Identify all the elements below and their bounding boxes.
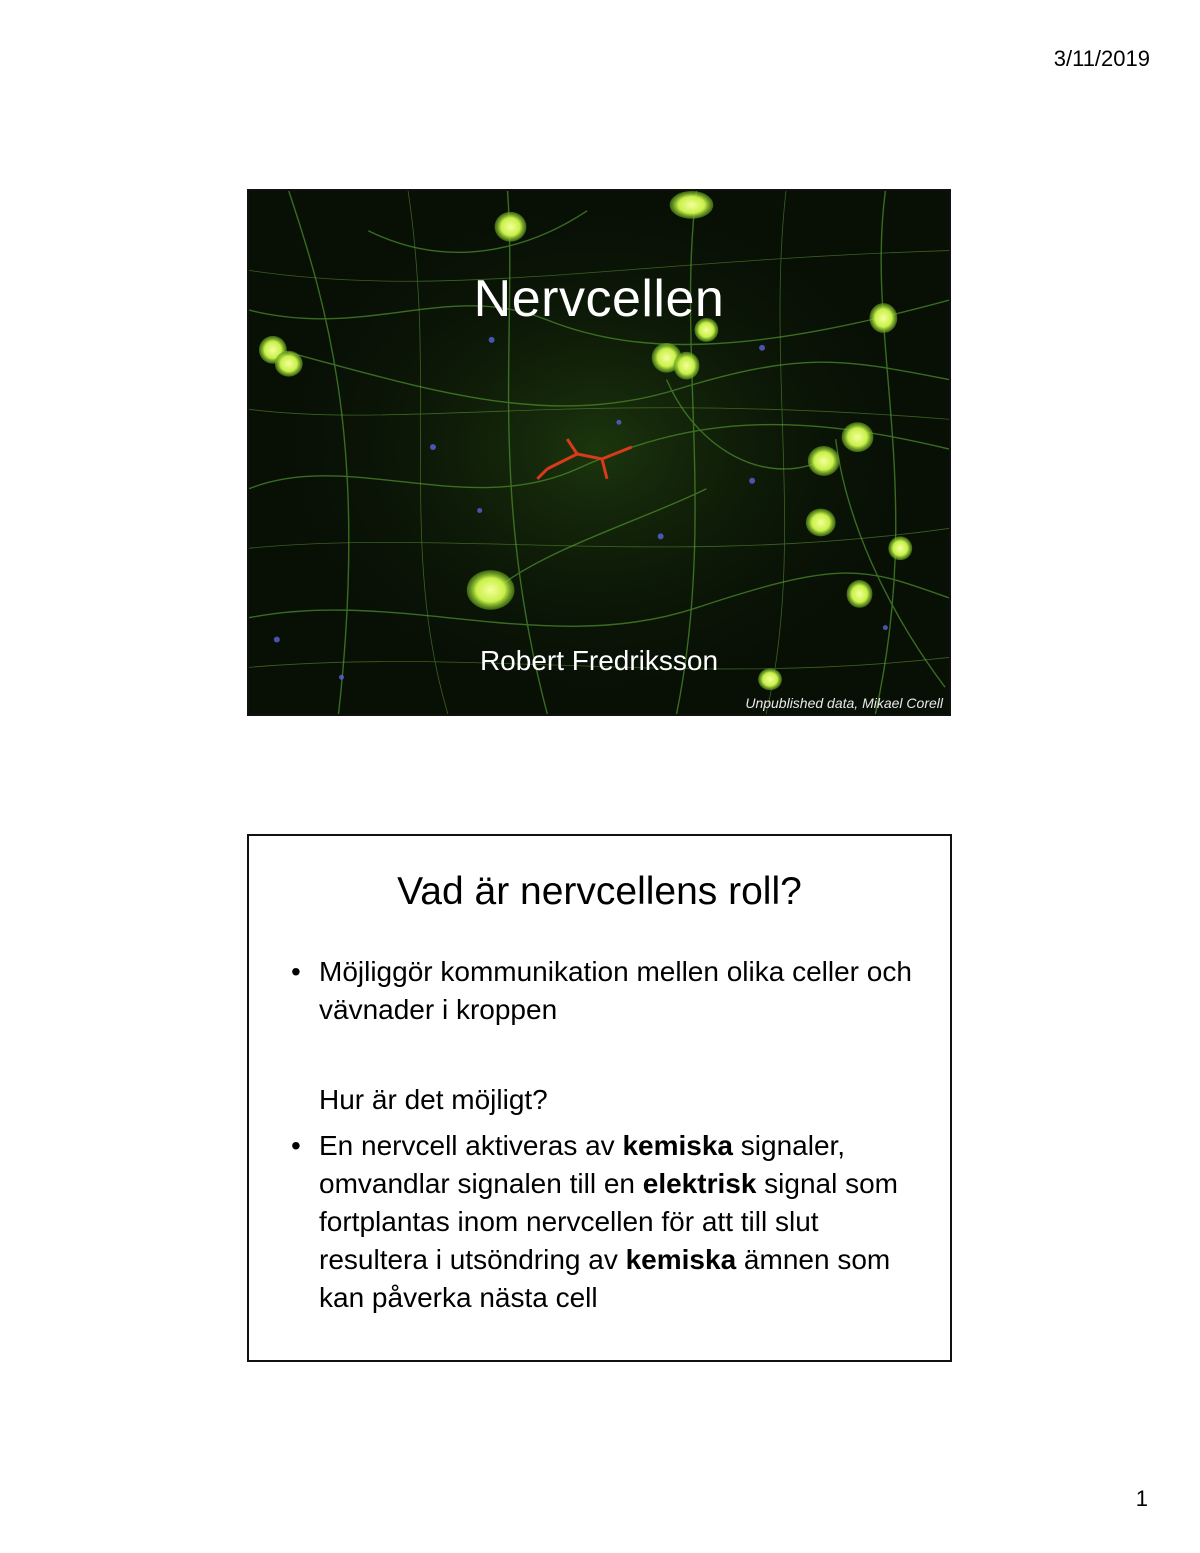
- page-date: 3/11/2019: [1053, 46, 1150, 71]
- bullet-text-part: En nervcell aktiveras av: [319, 1130, 623, 1161]
- bullet-text-part: ämnen som kan påverka nästa cell: [319, 1244, 891, 1313]
- image-credit: Unpublished data, Mikael Corell: [745, 695, 943, 711]
- emphasis-electrical: elektrisk: [642, 1168, 757, 1199]
- slide-author: Robert Fredriksson: [479, 645, 719, 676]
- bullet-icon: •: [291, 1130, 301, 1161]
- bullet-item: [289, 953, 929, 1029]
- emphasis-chemical: kemiska: [625, 1244, 737, 1275]
- question-text: Hur är det möjligt?: [319, 1084, 548, 1115]
- bullet-text-part: signal som fortplantas inom nervcellen för att till slut resultera i utsöndring av: [319, 1168, 899, 1275]
- bullet-icon: •: [291, 956, 301, 987]
- slide-body: [289, 953, 929, 1317]
- bullet-text: Möjliggör kommunikation mellen olika celler och vävnader i kroppen: [319, 956, 912, 1025]
- slide-title: Vad är nervcellens roll?: [397, 870, 802, 913]
- title-slide: [247, 189, 951, 716]
- bullet-item: [289, 1127, 929, 1317]
- emphasis-chemical: kemiska: [622, 1130, 734, 1161]
- slide-title: Nervcellen: [473, 270, 725, 328]
- bullet-text-part: signaler, omvandlar signalen till en: [319, 1130, 846, 1199]
- content-slide: [247, 834, 952, 1362]
- page-number: 1: [1135, 1486, 1148, 1511]
